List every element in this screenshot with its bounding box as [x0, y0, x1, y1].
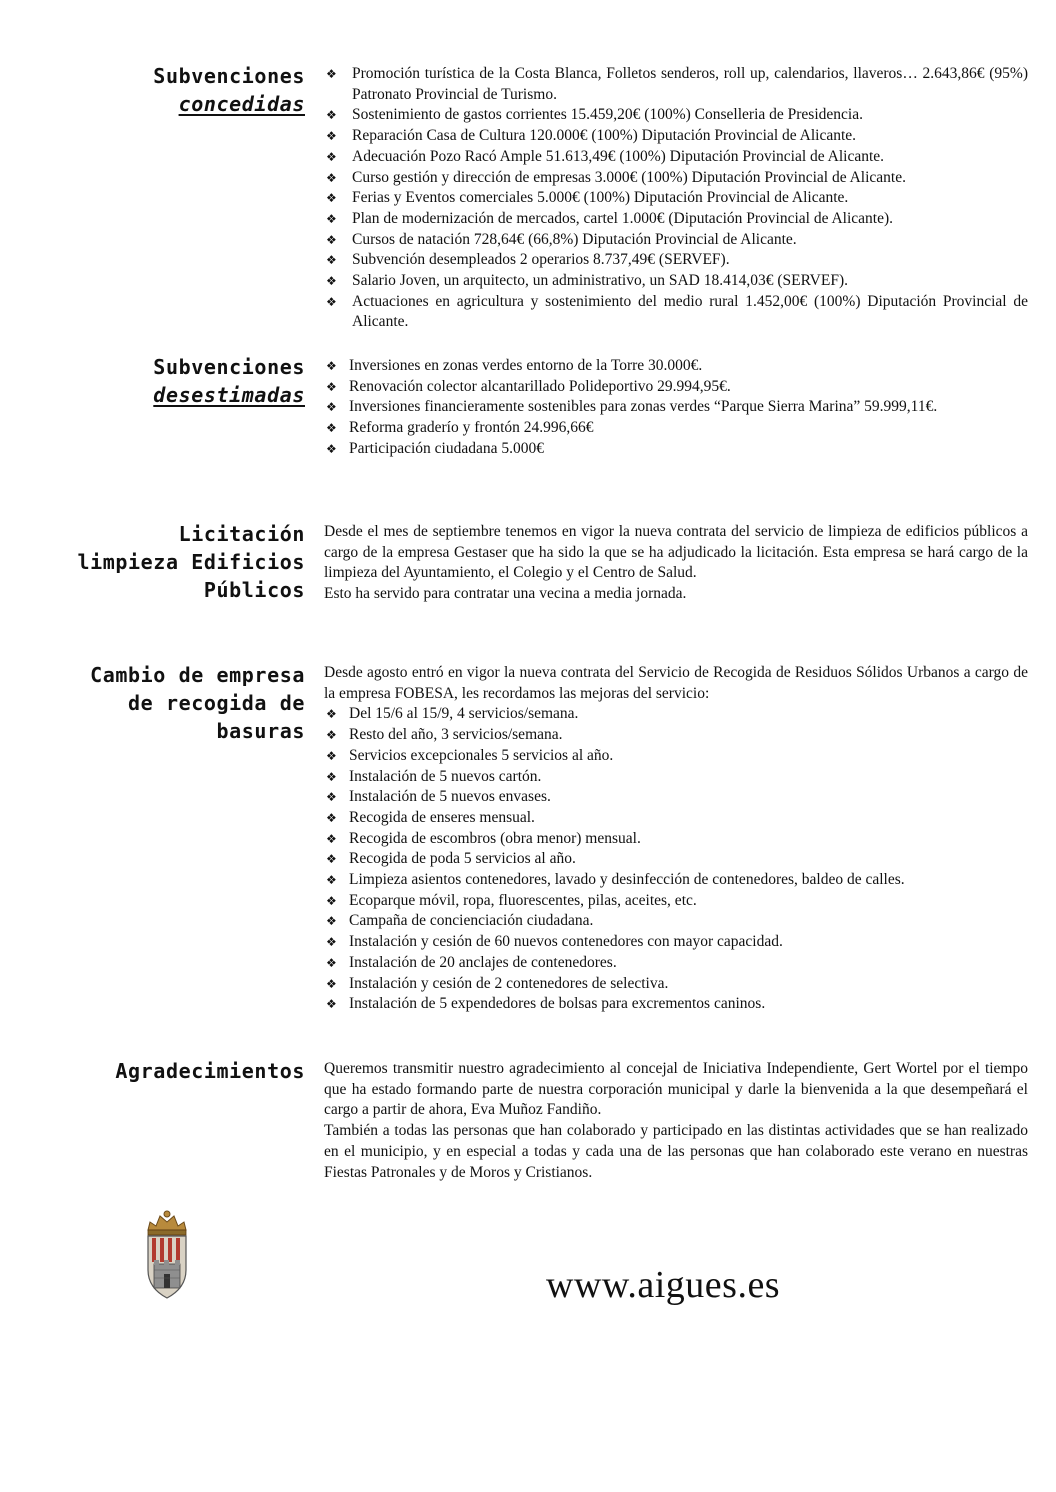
list-item: ❖ Reforma graderío y frontón 24.996,66€ — [324, 418, 1028, 439]
heading-line: limpieza Edificios — [77, 550, 305, 574]
list-item: ❖ Reparación Casa de Cultura 120.000€ (100%) Diputación Provincial de Alicante. — [324, 126, 1028, 147]
list-item: ❖ Participación ciudadana 5.000€ — [324, 439, 1028, 460]
heading-line: desestimadas — [153, 383, 305, 407]
list-item: ❖ Recogida de escombros (obra menor) mensual. — [324, 829, 1028, 850]
list-item: ❖ Campaña de concienciación ciudadana. — [324, 911, 1028, 932]
list-item: ❖ Limpieza asientos contenedores, lavado y desinfección de contenedores, baldeo de calles. — [324, 870, 1028, 891]
list-item: ❖ Cursos de natación 728,64€ (66,8%) Diputación Provincial de Alicante. — [324, 230, 1028, 251]
section-body — [324, 663, 1028, 1015]
paragraph: Esto ha servido para contratar una vecina a media jornada. — [324, 585, 687, 603]
website-url: www.aigues.es — [546, 1264, 781, 1306]
section-heading — [20, 520, 305, 604]
list-item: ❖ Recogida de enseres mensual. — [324, 808, 1028, 829]
list-item: ❖ Salario Joven, un arquitecto, un administrativo, un SAD 18.414,03€ (SERVEF). — [324, 271, 1028, 292]
heading-line: Públicos — [203, 578, 305, 602]
list-item: ❖ Ecoparque móvil, ropa, fluorescentes, pilas, aceites, etc. — [324, 891, 1028, 912]
heading-line: Cambio de empresa — [90, 663, 305, 687]
list-item: ❖ Servicios excepcionales 5 servicios al año. — [324, 746, 1028, 767]
heading-line: concedidas — [178, 92, 305, 116]
list-item: ❖ Instalación de 5 expendedores de bolsas para excrementos caninos. — [324, 994, 1028, 1015]
section-heading — [20, 62, 305, 118]
bullet-list — [324, 64, 1028, 333]
list-item: ❖ Inversiones en zonas verdes entorno de la Torre 30.000€. — [324, 356, 1028, 377]
list-item: ❖ Actuaciones en agricultura y sostenimiento del medio rural 1.452,00€ (100%) Diputación Provincial de Alicante. — [324, 292, 1028, 333]
paragraph: Desde el mes de septiembre tenemos en vigor la nueva contrata del servicio de limpieza de edificios públicos a cargo de la empresa Gestaser que ha sido la que se ha adjudicado la licitación. Esta empresa se hará cargo de la limpieza del Ayuntamiento, el Colegio y el Centro de Salud. — [324, 523, 1028, 582]
heading-line: Agradecimientos — [115, 1059, 305, 1083]
section-body — [324, 356, 1028, 460]
section-heading — [20, 661, 305, 745]
list-item: ❖ Sostenimiento de gastos corrientes 15.459,20€ (100%) Conselleria de Presidencia. — [324, 105, 1028, 126]
section-body — [324, 1059, 1028, 1183]
heading-line: de recogida de — [128, 691, 305, 715]
bullet-list — [324, 704, 1028, 1015]
heading-line: Licitación — [178, 522, 305, 546]
bullet-list — [324, 356, 1028, 460]
paragraph: Desde agosto entró en vigor la nueva contrata del Servicio de Recogida de Residuos Sólidos Urbanos a cargo de la empresa FOBESA, les recordamos las mejoras del servicio: — [324, 664, 1028, 702]
list-item: ❖ Instalación de 5 nuevos envases. — [324, 787, 1028, 808]
section-heading — [20, 353, 305, 409]
list-item: ❖ Instalación y cesión de 60 nuevos contenedores con mayor capacidad. — [324, 932, 1028, 953]
section-body — [324, 522, 1028, 605]
coat-of-arms-icon — [140, 1208, 194, 1304]
list-item: ❖ Del 15/6 al 15/9, 4 servicios/semana. — [324, 704, 1028, 725]
paragraph: También a todas las personas que han colaborado y participado en las distintas actividades que se han realizado en el municipio, y en especial a todas y cada una de las personas que han colaborado este verano en nuestras Fiestas Patronales y de Moros y Cristianos. — [324, 1122, 1028, 1181]
heading-line: basuras — [216, 719, 305, 743]
list-item: ❖ Renovación colector alcantarillado Polideportivo 29.994,95€. — [324, 377, 1028, 398]
list-item: ❖ Instalación y cesión de 2 contenedores de selectiva. — [324, 974, 1028, 995]
section-body — [324, 64, 1028, 333]
list-item: ❖ Adecuación Pozo Racó Ample 51.613,49€ (100%) Diputación Provincial de Alicante. — [324, 147, 1028, 168]
heading-line: Subvenciones — [153, 355, 305, 379]
list-item: ❖ Promoción turística de la Costa Blanca, Folletos senderos, roll up, calendarios, llaveros… 2.643,86€ (95%) Patronato Provincial de Turismo. — [324, 64, 1028, 105]
list-item: ❖ Recogida de poda 5 servicios al año. — [324, 849, 1028, 870]
list-item: ❖ Subvención desempleados 2 operarios 8.737,49€ (SERVEF). — [324, 250, 1028, 271]
list-item: ❖ Resto del año, 3 servicios/semana. — [324, 725, 1028, 746]
list-item: ❖ Ferias y Eventos comerciales 5.000€ (100%) Diputación Provincial de Alicante. — [324, 188, 1028, 209]
list-item: ❖ Plan de modernización de mercados, cartel 1.000€ (Diputación Provincial de Alicante). — [324, 209, 1028, 230]
list-item: ❖ Instalación de 5 nuevos cartón. — [324, 767, 1028, 788]
list-item: ❖ Instalación de 20 anclajes de contenedores. — [324, 953, 1028, 974]
section-heading — [20, 1057, 305, 1085]
paragraph: Queremos transmitir nuestro agradecimiento al concejal de Iniciativa Independiente, Gert Wortel por el tiempo que ha estado formando parte de nuestra corporación municipal y darle la bienvenida a la que desempeñará el cargo a partir de ahora, Eva Muñoz Fandiño. — [324, 1060, 1028, 1119]
list-item: ❖ Curso gestión y dirección de empresas 3.000€ (100%) Diputación Provincial de Alicante. — [324, 168, 1028, 189]
list-item: ❖ Inversiones financieramente sostenibles para zonas verdes “Parque Sierra Marina” 59.999,11€. — [324, 397, 1028, 418]
heading-line: Subvenciones — [153, 64, 305, 88]
